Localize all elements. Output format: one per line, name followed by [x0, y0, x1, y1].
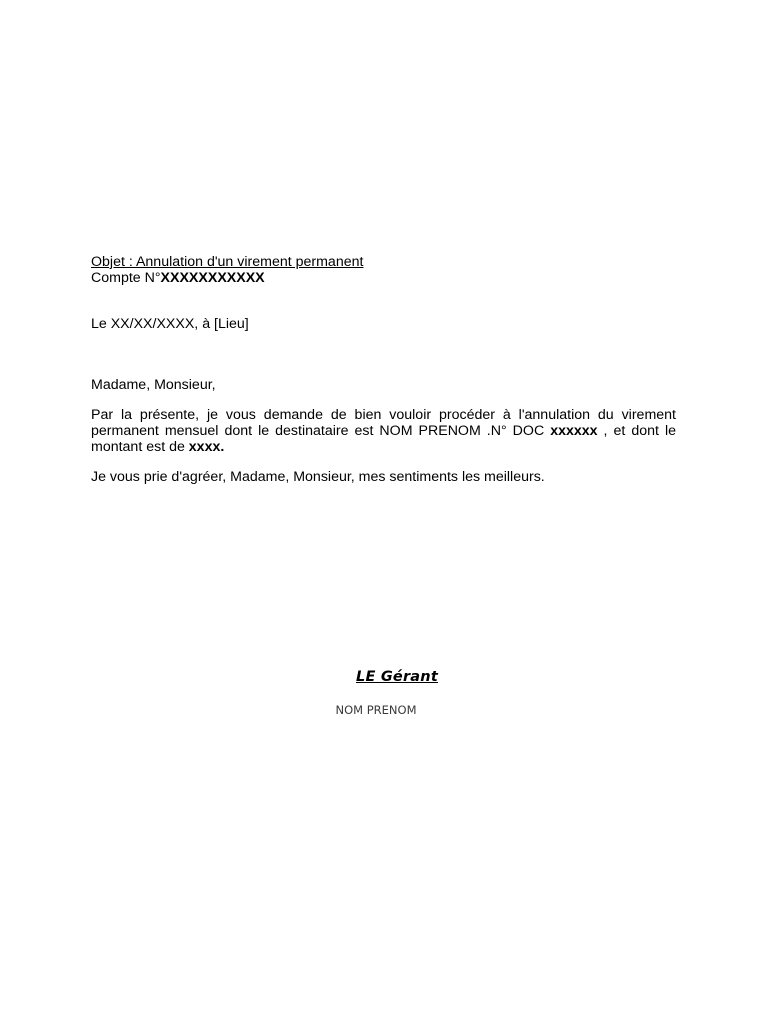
- account-number: XXXXXXXXXXX: [160, 270, 265, 286]
- signature-name: NOM PRENOM: [335, 703, 417, 717]
- doc-number: xxxxxx: [550, 423, 598, 439]
- signature-title: LE Gérant: [356, 669, 438, 685]
- account-label: Compte N°: [91, 270, 161, 286]
- letter-body: [91, 254, 676, 485]
- body-text-part2: , et dont le montant est de: [91, 423, 676, 455]
- account-line: [91, 270, 676, 286]
- amount: xxxx.: [188, 439, 225, 455]
- letter-subject: Objet : Annulation d'un virement permanent: [91, 254, 364, 270]
- body-text-part1: Par la présente, je vous demande de bien vouloir procéder à l'annulation du virement permanent mensuel dont le destinataire est NOM PRENOM .N° DOC: [91, 407, 676, 439]
- date-place: Le XX/XX/XXXX, à [Lieu]: [91, 316, 249, 332]
- closing-formula: Je vous prie d'agréer, Madame, Monsieur, mes sentiments les meilleurs.: [91, 469, 545, 485]
- body-paragraph: [91, 407, 676, 455]
- salutation: Madame, Monsieur,: [91, 377, 216, 393]
